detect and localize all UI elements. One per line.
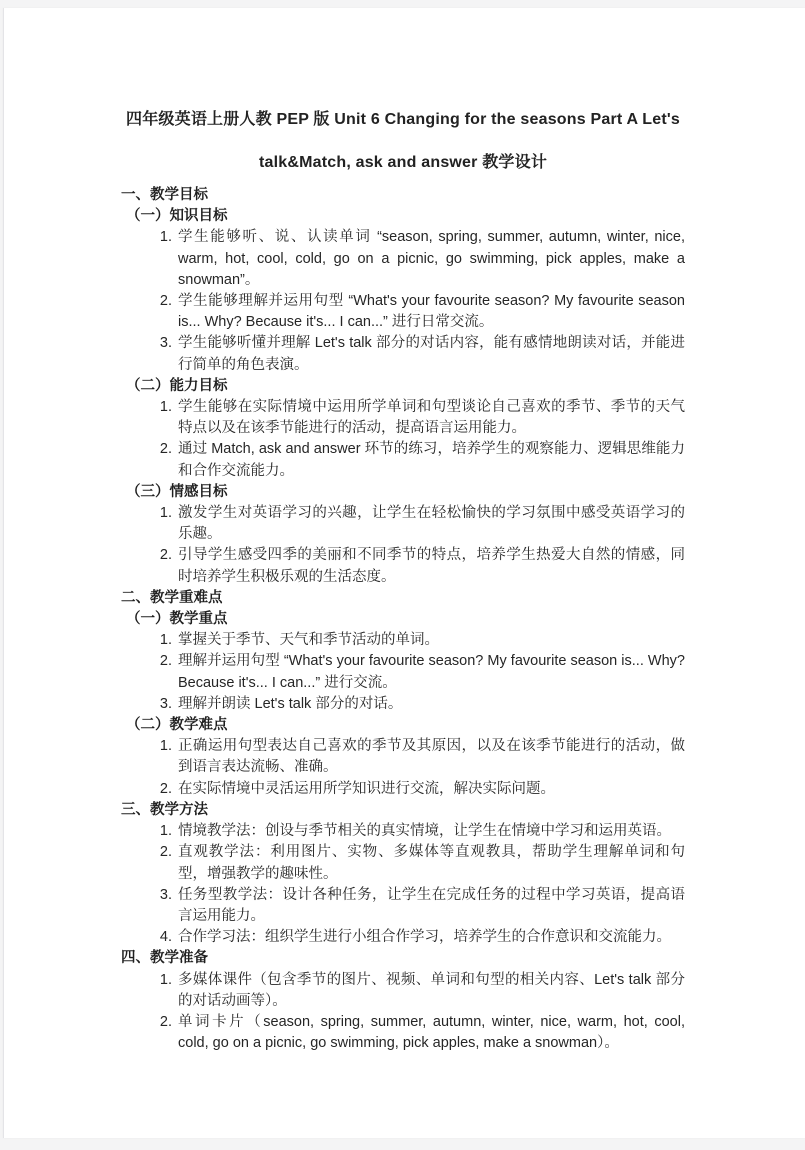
list-item: 2. 在实际情境中灵活运用所学知识进行交流，解决实际问题。 bbox=[176, 779, 685, 800]
section-heading-teaching-objectives: 一、教学目标 bbox=[121, 187, 208, 203]
title-line-1: 四年级英语上册人教 PEP 版 Unit 6 Changing for the seasons Part A Let's bbox=[126, 111, 680, 128]
list-item: 2. 学生能够理解并运用句型 “What's your favourite season? My favourite season is... Why? Because it's... I can...” 进行日常交流。 bbox=[176, 291, 685, 333]
list-item: 1. 掌握关于季节、天气和季节活动的单词。 bbox=[176, 630, 685, 651]
ability-objectives-list bbox=[121, 397, 685, 482]
list-item: 2. 引导学生感受四季的美丽和不同季节的特点，培养学生热爱大自然的情感，同时培养学生积极乐观的生活态度。 bbox=[176, 545, 685, 587]
title-line-2: talk&Match, ask and answer 教学设计 bbox=[258, 154, 548, 171]
list-item: 1. 学生能够在实际情境中运用所学单词和句型谈论自己喜欢的季节、季节的天气特点以及在该季节能进行的活动，提高语言运用能力。 bbox=[176, 397, 685, 439]
list-item: 1. 学生能够听、说、认读单词 “season, spring, summer, autumn, winter, nice, warm, hot, cool, cold, go on a picnic, go swimming, pick apples, make a snowman”。 bbox=[176, 227, 685, 291]
subheading-emotional-objectives: （三）情感目标 bbox=[126, 483, 228, 500]
knowledge-objectives-list bbox=[121, 227, 685, 375]
section-heading-key-difficult-points: 二、教学重难点 bbox=[121, 589, 223, 606]
list-item: 1. 激发学生对英语学习的兴趣，让学生在轻松愉快的学习氛围中感受英语学习的乐趣。 bbox=[176, 503, 685, 545]
subheading-key-points: （一）教学重点 bbox=[126, 611, 228, 628]
list-item: 3. 任务型教学法：设计各种任务，让学生在完成任务的过程中学习英语，提高语言运用能力。 bbox=[176, 885, 685, 927]
list-item: 2. 通过 Match, ask and answer 环节的练习，培养学生的观察能力、逻辑思维能力和合作交流能力。 bbox=[176, 439, 685, 481]
list-item: 1. 情境教学法：创设与季节相关的真实情境，让学生在情境中学习和运用英语。 bbox=[176, 821, 685, 842]
document-page bbox=[3, 8, 805, 1138]
list-item: 1. 多媒体课件（包含季节的图片、视频、单词和句型的相关内容、Let's talk 部分的对话动画等）。 bbox=[176, 970, 685, 1012]
list-item: 2. 理解并运用句型 “What's your favourite season? My favourite season is... Why? Because it's... I can...” 进行交流。 bbox=[176, 651, 685, 693]
subheading-ability-objectives: （二）能力目标 bbox=[126, 377, 228, 394]
section-heading-teaching-methods: 三、教学方法 bbox=[121, 801, 208, 818]
section-heading-teaching-preparation: 四、教学准备 bbox=[121, 950, 208, 967]
subheading-knowledge-objectives: （一）知识目标 bbox=[126, 208, 228, 225]
list-item: 4. 合作学习法：组织学生进行小组合作学习，培养学生的合作意识和交流能力。 bbox=[176, 927, 685, 948]
list-item: 3. 理解并朗读 Let's talk 部分的对话。 bbox=[176, 694, 685, 715]
teaching-methods-list bbox=[121, 821, 685, 948]
subheading-difficult-points: （二）教学难点 bbox=[126, 717, 228, 734]
key-points-list bbox=[121, 630, 685, 715]
list-item: 2. 直观教学法：利用图片、实物、多媒体等直观教具，帮助学生理解单词和句型，增强教学的趣味性。 bbox=[176, 842, 685, 884]
list-item: 2. 单词卡片（season, spring, summer, autumn, winter, nice, warm, hot, cool, cold, go on a picnic, go swimming, pick apples, make a snowman）。 bbox=[176, 1012, 685, 1054]
list-item: 1. 正确运用句型表达自己喜欢的季节及其原因，以及在该季节能进行的活动，做到语言表达流畅、准确。 bbox=[176, 736, 685, 778]
teaching-preparation-list bbox=[121, 970, 685, 1055]
list-item: 3. 学生能够听懂并理解 Let's talk 部分的对话内容，能有感情地朗读对话，并能进行简单的角色表演。 bbox=[176, 333, 685, 375]
document-body bbox=[121, 185, 685, 1054]
emotional-objectives-list bbox=[121, 503, 685, 588]
document-title bbox=[121, 108, 685, 175]
difficult-points-list bbox=[121, 736, 685, 800]
